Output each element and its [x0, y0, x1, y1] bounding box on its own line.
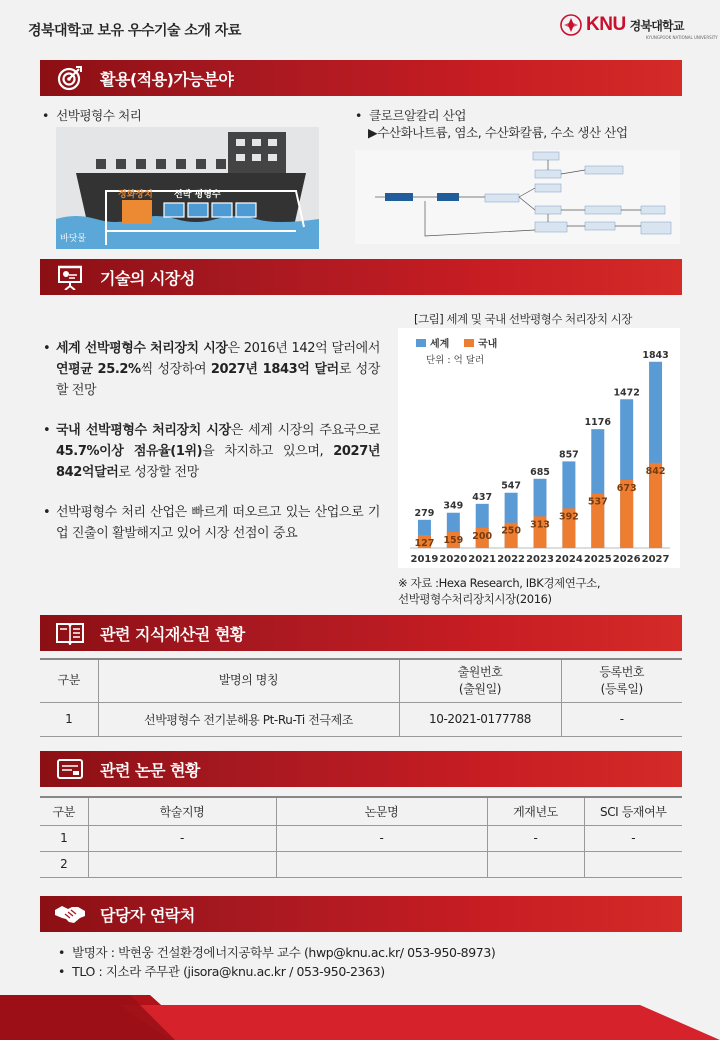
data-label-domestic: 159 [443, 534, 464, 546]
logo-subtitle: KYUNGPOOK NATIONAL UNIVERSITY [646, 35, 718, 40]
application-bullet-left: • 선박평형수 처리 [42, 108, 142, 123]
data-label-domestic: 313 [530, 519, 550, 531]
data-label-world: 857 [558, 449, 579, 461]
section-title: 기술의 시장성 [100, 268, 195, 288]
data-label-world: 1472 [613, 387, 640, 399]
data-label-world: 1176 [584, 417, 612, 429]
purifier-label: 정화장치 [118, 190, 153, 200]
contact-tlo: • TLO : 지소라 주무관 (jisora@knu.ac.kr / 053-950-2363) [58, 964, 385, 979]
column-header: 학술지명 [88, 797, 276, 825]
ballast-label: 선박 평형수 [174, 190, 221, 200]
table-cell [584, 851, 682, 877]
chart-source [398, 575, 600, 607]
contact-info [58, 943, 495, 981]
table-cell: 1 [40, 825, 88, 851]
column-header: SCI 등재여부 [584, 797, 682, 825]
data-label-world: 437 [472, 491, 493, 503]
table-cell [487, 851, 584, 877]
table-cell: 1 [40, 702, 98, 736]
highlight-text: 45.7%이상 점유율(1위) [56, 444, 203, 459]
column-header: 구분 [40, 797, 88, 825]
ship-ballast-illustration [56, 127, 319, 249]
data-label-domestic: 127 [414, 538, 435, 550]
table-cell [276, 851, 487, 877]
contact-inventor: • 발명자 : 박현웅 건설환경에너지공학부 교수 (hwp@knu.ac.kr/ 053-950-8973) [58, 945, 496, 960]
column-header: 발명의 명칭 [98, 659, 399, 702]
table-header-row [40, 659, 682, 702]
ip-table [40, 658, 682, 737]
section-papers-header [40, 751, 682, 787]
legend-label-domestic: 국내 [478, 339, 498, 350]
data-label-world: 685 [530, 466, 550, 478]
logo-text: KNU [586, 14, 626, 35]
university-logo [560, 14, 718, 40]
highlight-text: 세계 선박평형수 처리장치 시장 [56, 341, 228, 356]
bullet-text: 클로르알칼리 산업 [369, 108, 467, 123]
data-label-domestic: 200 [472, 530, 493, 542]
presentation-icon [40, 264, 100, 290]
table-row [40, 851, 682, 877]
section-ip-header [40, 615, 682, 651]
x-tick-label: 2027 [641, 554, 670, 565]
body-text: 씩 성장하여 [140, 362, 211, 377]
section-title: 관련 지식재산권 현황 [100, 624, 245, 644]
chlor-alkali-process-diagram [355, 150, 680, 244]
market-bar-chart [398, 328, 680, 568]
x-tick-label: 2019 [410, 554, 439, 565]
knu-seal-icon [560, 14, 582, 36]
bullet-text: 선박평형수 처리 [56, 108, 142, 123]
table-cell: 2 [40, 851, 88, 877]
body-text: 은 세계 시장의 주요국으로 [230, 423, 380, 438]
highlight-text: 2027년 1843억 달러 [210, 362, 339, 377]
section-contact-header [40, 896, 682, 932]
section-title: 관련 논문 현황 [100, 760, 200, 780]
data-label-domestic: 673 [616, 482, 637, 494]
table-row [40, 702, 682, 736]
table-row [40, 825, 682, 851]
table-cell: 선박평형수 전기분해용 Pt-Ru-Ti 전극제조 [98, 702, 399, 736]
contact-text: 발명자 : 박현웅 건설환경에너지공학부 교수 (hwp@knu.ac.kr/ 053-950-8973) [72, 945, 496, 960]
legend-swatch-domestic [464, 339, 474, 347]
table-cell: - [276, 825, 487, 851]
section-title: 활용(적용)가능분야 [100, 69, 234, 89]
market-item-domestic [40, 420, 380, 483]
target-icon [40, 65, 100, 91]
highlight-text: 국내 선박평형수 처리장치 시장 [56, 423, 231, 438]
data-label-domestic: 392 [558, 511, 579, 523]
unit-label: 단위 : 억 달러 [426, 355, 485, 366]
application-bullet-right: • 클로르알칼리 산업 [355, 108, 467, 123]
footer-decoration [0, 995, 720, 1040]
body-text: 을 차지하고 있으며, [202, 444, 334, 459]
section-market-header [40, 259, 682, 295]
market-item-industry: • 선박평형수 처리 산업은 빠르게 떠오르고 있는 산업으로 기업 진출이 활발해지고 있어 시장 선점이 중요 [40, 502, 380, 544]
table-cell: - [88, 825, 276, 851]
x-tick-label: 2024 [554, 554, 583, 565]
source-line: ※ 자료 :Hexa Research, IBK경제연구소, [398, 576, 601, 590]
document-icon [40, 758, 100, 780]
column-header: 게재년도 [487, 797, 584, 825]
column-header: 구분 [40, 659, 98, 702]
book-icon [40, 621, 100, 645]
data-label-world: 547 [501, 480, 522, 492]
legend-label-world: 세계 [430, 339, 450, 350]
x-tick-label: 2022 [497, 554, 526, 565]
table-cell: 10-2021-0177788 [399, 702, 561, 736]
section-title: 담당자 연락처 [100, 905, 195, 925]
source-line: 선박평형수처리장치시장(2016) [398, 592, 552, 606]
table-header-row [40, 797, 682, 825]
chart-svg [398, 328, 680, 568]
table-cell [88, 851, 276, 877]
market-item-global [40, 338, 380, 401]
data-label-world: 1843 [642, 349, 669, 361]
highlight-text: 연평균 25.2% [56, 362, 141, 377]
market-description [40, 338, 380, 563]
seawater-label: 바닷물 [60, 234, 87, 244]
x-tick-label: 2023 [526, 554, 554, 565]
table-cell: - [487, 825, 584, 851]
column-header: 논문명 [276, 797, 487, 825]
application-sub-bullet: ▶수산화나트륨, 염소, 수산화칼륨, 수소 생산 산업 [368, 125, 628, 140]
handshake-icon [40, 903, 100, 925]
body-text: 로 성장할 전망 [118, 465, 199, 480]
x-tick-label: 2026 [612, 554, 641, 565]
data-label-domestic: 250 [501, 525, 522, 537]
data-label-world: 279 [414, 507, 435, 519]
contact-text: TLO : 지소라 주무관 (jisora@knu.ac.kr / 053-950-2363) [72, 964, 385, 979]
column-header: 등록번호 (등록일) [561, 659, 682, 702]
chart-caption: [그림] 세계 및 국내 선박평형수 처리장치 시장 [414, 312, 632, 326]
column-header: 출원번호 (출원일) [399, 659, 561, 702]
body-text: 로 성장할 전망 [56, 362, 380, 398]
body-text: 은 2016년 142억 달러에서 [227, 341, 380, 356]
section-application-header [40, 60, 682, 96]
highlight-text: 2027년842억달러 [56, 444, 381, 480]
data-label-domestic: 537 [587, 496, 608, 508]
doc-title: 경북대학교 보유 우수기술 소개 자료 [28, 23, 241, 39]
x-tick-label: 2020 [439, 554, 468, 565]
data-label-world: 349 [443, 500, 464, 512]
x-tick-label: 2025 [583, 554, 612, 565]
paper-table [40, 796, 682, 878]
table-cell: - [584, 825, 682, 851]
x-tick-label: 2021 [468, 554, 497, 565]
table-cell: - [561, 702, 682, 736]
data-label-domestic: 842 [645, 465, 666, 477]
legend-swatch-world [416, 339, 426, 347]
logo-korean: 경북대학교 [629, 18, 684, 33]
top-bar [0, 0, 720, 60]
